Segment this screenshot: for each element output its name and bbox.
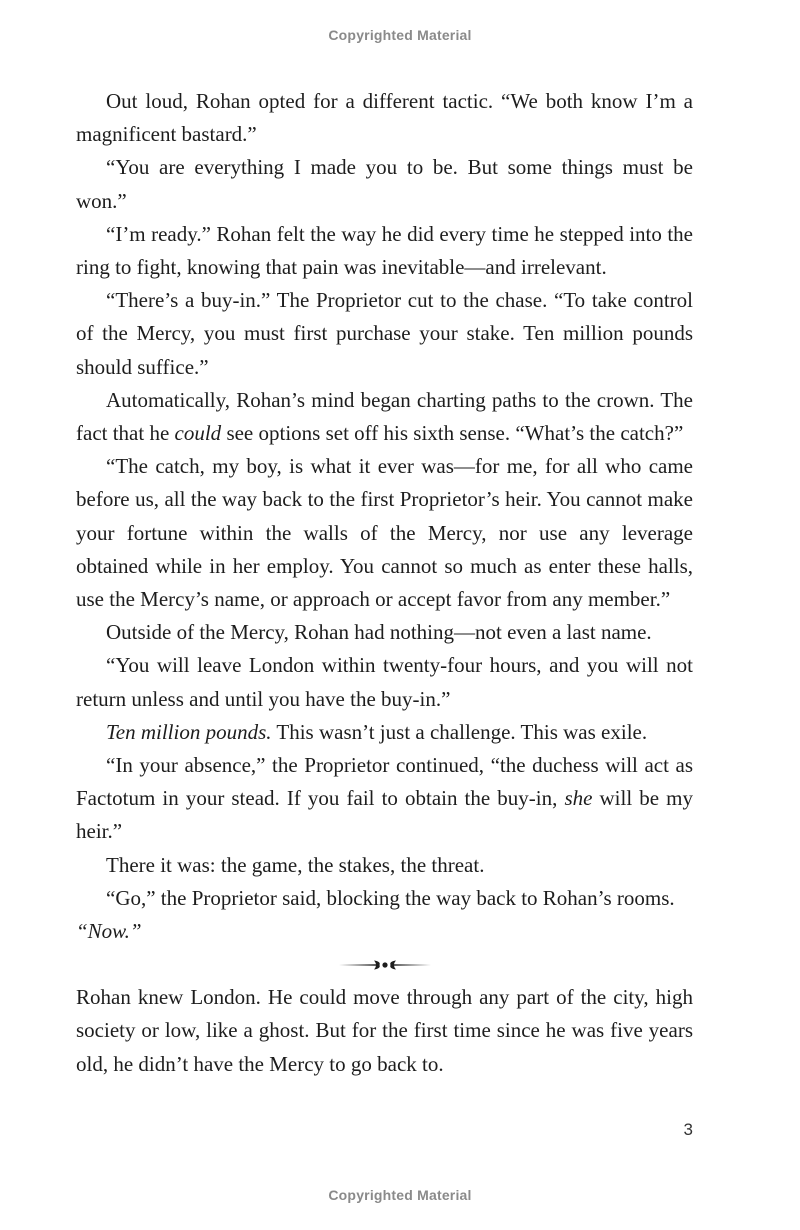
paragraph-4: “There’s a buy-in.” The Proprietor cut to the chase. “To take control of the Mercy, you must first purchase your stake. Ten million pounds should suffice.” bbox=[76, 288, 693, 379]
paragraph-6: “The catch, my boy, is what it ever was—for me, for all who came before us, all the way back to the first Proprietor’s heir. You cannot make your fortune within the walls of the Mercy, nor use any leverage obtained while in her employ. You cannot so much as enter these halls, use the Mercy’s name, or approach or accept favor from any member.” bbox=[76, 454, 693, 612]
section-break bbox=[76, 948, 693, 981]
paragraph-10 bbox=[76, 749, 693, 849]
paragraph-10-emphasis: she bbox=[564, 786, 593, 811]
paragraph-11: There it was: the game, the stakes, the threat. bbox=[106, 852, 485, 877]
paragraph-7: Outside of the Mercy, Rohan had nothing—not even a last name. bbox=[106, 620, 652, 645]
paragraph-10-text-a: “In your absence,” the Proprietor continued, “the duchess will act as Factotum in your stead. If you fail to obtain the buy-in, bbox=[76, 753, 693, 811]
fleuron-divider-icon bbox=[337, 958, 433, 972]
paragraph-5-text-b: see options set off his sixth sense. “What’s the catch?” bbox=[221, 421, 684, 446]
section-two-paragraph: Rohan knew London. He could move through any part of the city, high society or low, like a ghost. But for the first time since he was five years old, he didn’t have the Mercy to go back to. bbox=[76, 985, 693, 1076]
copyright-watermark-bottom: Copyrighted Material bbox=[328, 1187, 472, 1203]
paragraph-5 bbox=[76, 384, 693, 450]
paragraph-5-emphasis: could bbox=[174, 421, 222, 446]
copyright-watermark-top: Copyrighted Material bbox=[328, 27, 472, 43]
paragraph-9-emphasis: Ten million pounds. bbox=[106, 719, 272, 744]
page-body bbox=[76, 85, 693, 1081]
paragraph-8: “You will leave London within twenty-four hours, and you will not return unless and until you have the buy-in.” bbox=[76, 653, 693, 711]
page-number: 3 bbox=[683, 1120, 693, 1139]
paragraph-5-text-a: Automatically, Rohan’s mind began charting paths to the crown. The fact that he bbox=[76, 387, 693, 446]
paragraph-13-emphasis: “Now.” bbox=[76, 919, 142, 944]
paragraph-13 bbox=[76, 915, 693, 948]
paragraph-3: “I’m ready.” Rohan felt the way he did every time he stepped into the ring to fight, knowing that pain was inevitable—and irrelevant. bbox=[76, 221, 693, 280]
paragraph-2: “You are everything I made you to be. But some things must be won.” bbox=[76, 155, 693, 213]
paragraph-10-text-b: will be my heir.” bbox=[76, 786, 693, 844]
paragraph-1: Out loud, Rohan opted for a different tactic. “We both know I’m a magnificent bastard.” bbox=[76, 89, 693, 147]
paragraph-9 bbox=[76, 716, 693, 749]
paragraph-9-text: This wasn’t just a challenge. This was exile. bbox=[271, 719, 648, 744]
paragraph-12: “Go,” the Proprietor said, blocking the way back to Rohan’s rooms. bbox=[106, 885, 675, 910]
